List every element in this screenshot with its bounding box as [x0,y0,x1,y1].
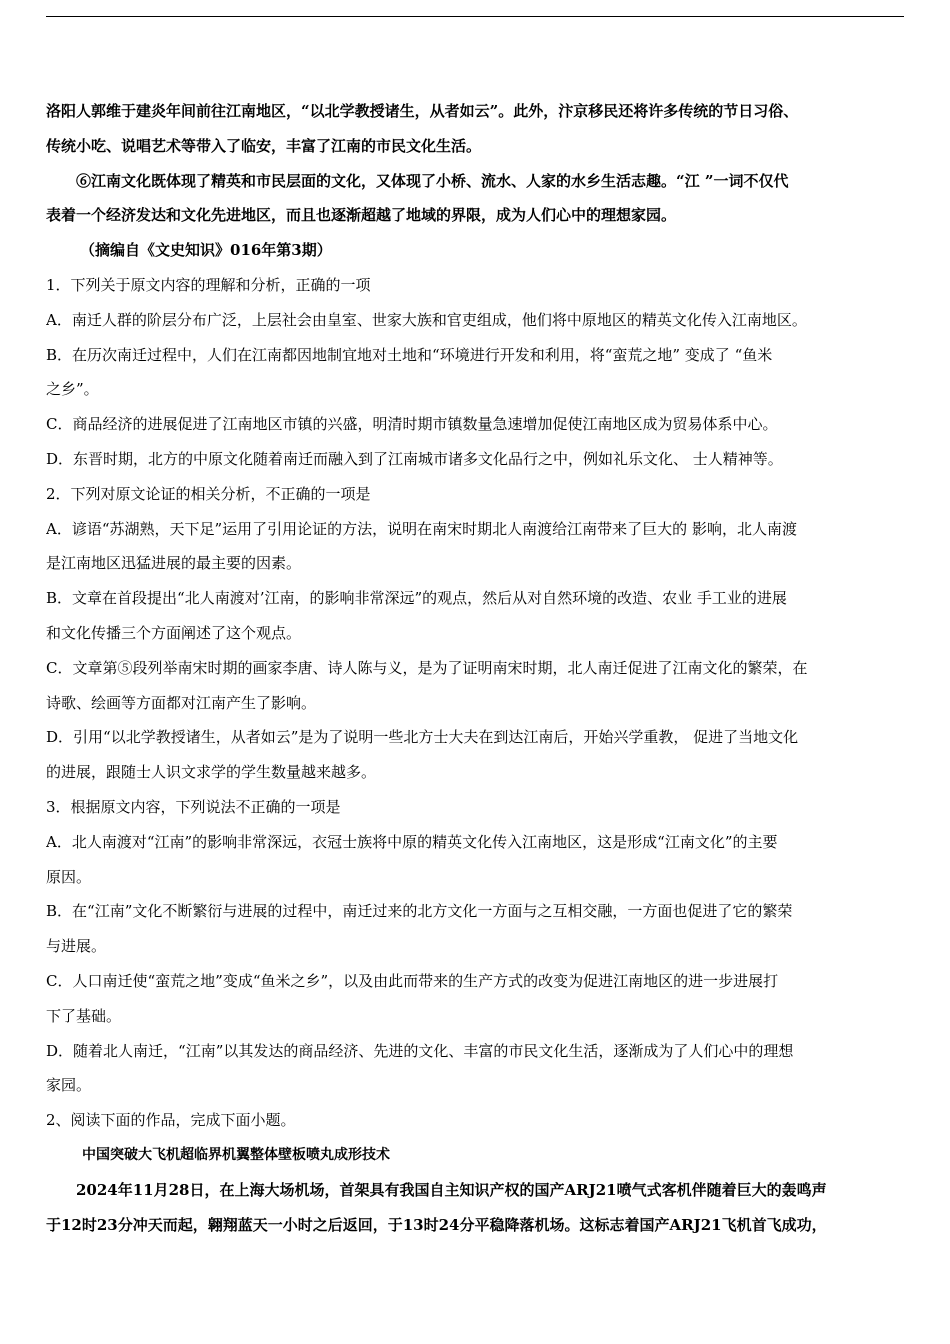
header-rule [46,16,904,17]
question-3-option-c: C．人口南迁使“蛮荒之地”变成“鱼米之乡”，以及由此而带来的生产方式的改变为促进江南地区的进一步进展打 [46,971,779,990]
passage-p5-line1: 洛阳人郭维于建炎年间前往江南地区，“以北学教授诸生，从者如云”。此外，汴京移民还将许多传统的节日习俗、 [46,102,799,120]
passage-p6-line1: ⑥江南文化既体现了精英和市民层面的文化，又体现了小桥、流水、人家的水乡生活志趣。“江 ”一词不仅代 [76,171,789,190]
question-1-stem: 1．下列关于原文内容的理解和分析，正确的一项 [46,275,371,294]
question-2-option-d: D．引用“以北学教授诸生，从者如云”是为了说明一些北方士大夫在到达江南后，开始兴学重教， 促进了当地文化 [46,728,799,747]
question-3-option-a: A．北人南渡对“江南”的影响非常深远，衣冠士族将中原的精英文化传入江南地区，这是形成“江南文化”的主要 [46,832,778,851]
question-1-option-a: A．南迁人群的阶层分布广泛，上层社会由皇室、世家大族和官吏组成，他们将中原地区的精英文化传入江南地区。 [46,310,807,329]
article-title: 中国突破大飞机超临界机翼整体壁板喷丸成形技术 [82,1146,390,1163]
passage-source: （摘编自《文史知识》016年第3期） [80,241,332,260]
passage-p5-line2: 传统小吃、说唱艺术等带入了临安，丰富了江南的市民文化生活。 [46,136,482,155]
question-1-option-c: C．商品经济的进展促进了江南地区市镇的兴盛，明清时期市镇数量急速增加促使江南地区成为贸易体系中心。 [46,415,778,434]
question-3-option-d-cont: 家园。 [46,1076,92,1095]
question-2-option-c-cont: 诗歌、绘画等方面都对江南产生了影响。 [46,693,317,712]
question-3-option-c-cont: 下了基础。 [46,1006,122,1025]
question-1-option-b-cont: 之乡”。 [46,380,99,399]
question-2-option-c: C．文章第⑤段列举南宋时期的画家李唐、诗人陈与义，是为了证明南宋时期，北人南迁促进了江南文化的繁荣，在 [46,658,808,677]
question-2-option-a-cont: 是江南地区迅猛进展的最主要的因素。 [46,554,302,573]
question-3-stem: 3．根据原文内容，下列说法不正确的一项是 [46,797,341,816]
question-2-option-a: A．谚语“苏湖熟，天下足”运用了引用论证的方法，说明在南宋时期北人南渡给江南带来了巨大的 影响，北人南渡 [46,519,797,538]
section-2-heading: 2、阅读下面的作品，完成下面小题。 [46,1111,296,1130]
question-3-option-b: B．在“江南”文化不断繁衍与进展的过程中，南迁过来的北方文化一方面与之互相交融，一方面也促进了它的繁荣 [46,902,793,921]
question-3-option-d: D．随着北人南迁，“江南”以其发达的商品经济、先进的文化、丰富的市民文化生活，逐渐成为了人们心中的理想 [46,1041,794,1060]
article-line-1: 2024年11月28日，在上海大场机场，首架具有我国自主知识产权的国产ARJ21喷气式客机伴随着巨大的轰鸣声 [76,1180,827,1199]
question-2-option-b: B．文章在首段提出“北人南渡对’江南，的影响非常深远”的观点，然后从对自然环境的改造、农业 手工业的进展 [46,589,787,608]
document-body [46,94,904,1242]
question-2-stem: 2．下列对原文论证的相关分析，不正确的一项是 [46,484,371,503]
article-line-2: 于12时23分冲天而起，翱翔蓝天一小时之后返回，于13时24分平稳降落机场。这标志着国产ARJ21飞机首飞成功， [46,1215,827,1234]
question-1-option-d: D．东晋时期，北方的中原文化随着南迁而融入到了江南城市诸多文化品行之中，例如礼乐文化、 士人精神等。 [46,449,783,468]
question-3-option-a-cont: 原因。 [46,867,92,886]
passage-p6-line2: 表着一个经济发达和文化先进地区，而且也逐渐超越了地域的界限，成为人们心中的理想家园。 [46,206,677,225]
question-3-option-b-cont: 与进展。 [46,937,107,956]
question-2-option-b-cont: 和文化传播三个方面阐述了这个观点。 [46,623,302,642]
question-1-option-b: B．在历次南迁过程中，人们在江南都因地制宜地对土地和“环境进行开发和利用，将“蛮荒之地” 变成了 “鱼米 [46,345,773,364]
question-2-option-d-cont: 的进展，跟随士人识文求学的学生数量越来越多。 [46,763,377,782]
